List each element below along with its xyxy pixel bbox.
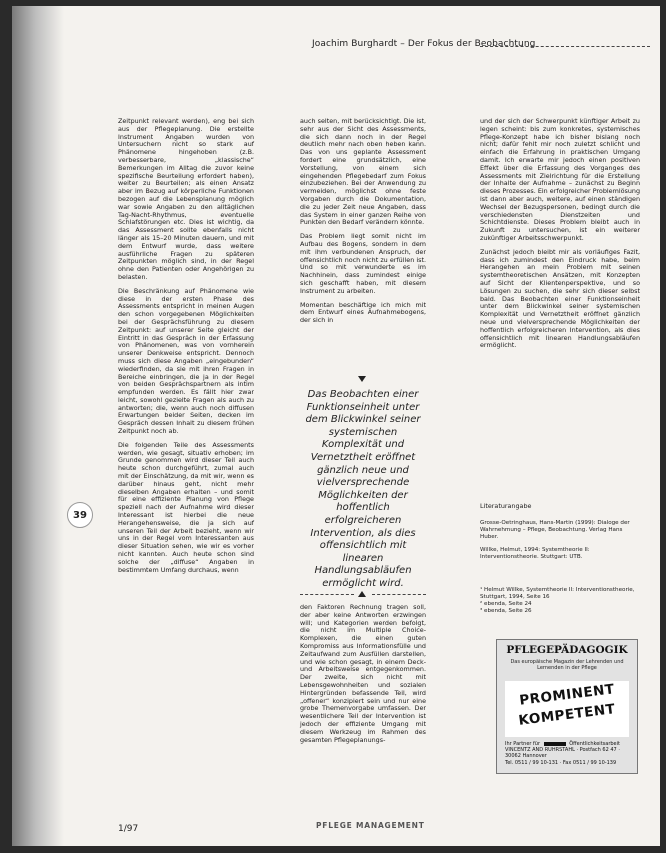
literature-entry: Willke, Helmut, 1994: Systemtheorie II: Interventionstheorie. Stuttgart: UTB. [480, 547, 590, 560]
paragraph: auch selten, mit berücksichtigt. Die ist, sehr aus der Sicht des Assessments, die sich dann noch in der Regel deutlich mehr nach oben heben kann. Das von uns geplante Assessment fordert eine grundsätzlich, eine Vorstellung, von einem sich eingehenden Pflegebedarf zum Fokus einzubeziehen. Bei der Anwendung zu vermeiden, möglichst ohne feste Vorgaben durch die Dokumentation, die zu jeder Zeit neue Angaben, dass das System in einer ganzen Reihe von Punkten den Bedarf verändern könnte. [300, 117, 426, 227]
pullquote-marker-bottom [358, 591, 366, 597]
literature-list [480, 520, 640, 567]
pullquote-rule-left [300, 594, 354, 595]
ad-tagline: Das europäische Magazin der Lehrenden und Lernenden in der Pflege [510, 659, 624, 671]
ad-footer [505, 741, 629, 766]
page-badge: 39 [67, 502, 93, 528]
page-number: 1/97 [118, 824, 139, 834]
column-3 [480, 118, 640, 356]
literature-title: Literaturangabe [480, 502, 532, 510]
pull-quote: Das Beobachten einer Funktionseinheit unter dem Blickwinkel seiner systemischen Komplexität und Vernetztheit eröffnet gänzlich neue und vielversprechende Möglichkeiten der hoffentlich erfolgreicheren Intervention, als dies offensichtlich mit linearen Handlungsabläufen ermöglicht wird. [305, 389, 421, 589]
footer-logo: PFLEGE MANAGEMENT [316, 821, 425, 830]
ad-footer-contact: Tel. 0511 / 99 10-131 · Fax 0511 / 99 10-139 [505, 759, 617, 766]
paragraph: Momentan beschäftige ich mich mit dem Entwurf eines Aufnahmebogens, der sich in [300, 300, 426, 325]
paragraph: Die folgenden Teile des Assessments werden, wie gesagt, situativ erhoben; im Grunde genommen wird dieser Teil auch heute schon durchgeführt, zumal auch mit der Einschätzung, da mit wir, wenn es darüber hinaus geht, nicht mehr dieselben Angaben erhalten – und somit für eine effiziente Planung von Pflege speziell nach der Aufnahme wird dieser Interessant ist hierbei die neue Herangehensweise, die ja sich auf unseren Teil der Arbeit bezieht, wenn wir uns in der Regel vom Interessanten aus dieser Situation sehen, wie wir es vorher nicht kannten. Auch heute schon sind solche der „diffuse“ Angaben in bestimmtem Umfang durchaus, wenn [118, 440, 254, 574]
ad-footer-prefix: Ihr Partner für [505, 741, 541, 747]
footnote: ² ebenda, Seite 24 [480, 601, 532, 607]
footnotes [480, 587, 640, 615]
paragraph: den Faktoren Rechnung tragen soll, der aber keine Antworten erzwingen will; und Kategorien werden befolgt, die nicht im Multiple Choice-Komplexen, die einen guten Kompromiss aus Informationsfülle und Zeitaufwand zum Ausfüllen darstellen, und wie schon gesagt, in einem Deck- und Arbeitsweise entgegenkommen. Der zweite, sich nicht mit Lebensgewohnheiten und sozialen Hintergründen befassende Teil, wird „offener“ konzipiert sein und nur eine grobe Themenvorgabe umfassen. Der wesentlichere Teil der Intervention ist jedoch der effiziente Umgang mit diesem Werkzeug im Rahmen des gesamten Pflegeplanungs- [300, 603, 426, 744]
magazine-page [12, 6, 660, 846]
pullquote-marker-top [358, 376, 366, 382]
column-2-bottom [300, 604, 426, 750]
paragraph: Zunächst jedoch bleibt mir als vorläufiges Fazit, dass ich zumindest den Eindruck habe, beim Herangehen an mein Problem mit seinen systemtheoretischen Ansätzen, mit Konzepten auf Sicht der Klientenperspektive, und so Lösungen zu suchen, die sehr sich dieser selbst bald. Das Beobachten einer Funktionseinheit unter dem Blickwinkel seiner systemischen Komplexität und Vernetztheit eröffnet gänzlich neue und vielversprechende Möglichkeiten der hoffentlich erfolgreicheren Intervention, als dies offensichtlich mit linearen Handlungsabläufen ermöglicht. [480, 247, 640, 350]
ad-footer-address: VINCENTZ AND RUHRSTAHL · Postfach 62 47 · 30062 Hannover [505, 747, 620, 760]
ad-footer-suffix: Öffentlichkeitsarbeit [569, 741, 620, 747]
advertisement [496, 639, 638, 774]
column-1 [118, 118, 254, 580]
literature-entry: Grosse-Oetringhaus, Hans-Martin (1999): Dialoge der Wahrnehmung – Pflege, Beobachtung. Verlag Hans Huber. [480, 520, 630, 540]
footnote: ¹ Helmut Willke, Systemtheorie II: Interventionstheorie, Stuttgart, 1994, Seite 16 [480, 587, 635, 600]
pullquote-rule-right [372, 594, 426, 595]
paragraph: Zeitpunkt relevant werden), eng bei sich aus der Pflegeplanung. Die erstellte Instrument Angaben wurden von Untersuchern nicht so stark auf Phänomene hingehoben (z.B. verbesserbare, „klassische“ Bemerkungen im Alltag die zuvor keine spezifische Beurteilung erfordert haben), weiter zu Beurteilen; als einen Ansatz aber im Bezug auf körperliche Funktionen bezogen auf die Lebensplanung möglich war sowie Angaben zu den alltäglichen Tag-Nacht-Rhythmus, eventuelle Schlafstörungen etc. Dies ist wichtig, da das Assessment sollte ebenfalls nicht länger als 15–20 Minuten dauern, und mit dem Entwurf wurde, dass weitere ausführliche Fragen zu späteren Zeitpunkten möglich sind, in der Regel ohne den Patienten oder Angehörigen zu belasten. [118, 117, 254, 281]
paragraph: und der sich der Schwerpunkt künftiger Arbeit zu legen scheint: bis zum konkretes, systemisches Pflege-Konzept habe ich bisher bislang noch nicht; dafür fehlt mir noch zuletzt schlicht und einfach die Erfahrung in praktischen Umgang damit. Ich erwarte mir jedoch einen positiven Effekt über die Erfassung des Vorganges des Assessments mit Zielrichtung für die Erstellung der Inhalte der Aufnahme – zunächst zu Beginn dieses Prozesses. Ein erfolgreicher Problemlösung ist dann aber auch, weitere, auf einen ständigen Wechsel der Bezugspersonen, bedingt durch die verschiedensten Dienstzeiten und Schichtdienste. Dieses Problem bleibt auch in Zukunft zu untersuchen, ist ein weiterer zukünftiger Arbeitsschwerpunkt. [480, 117, 640, 242]
paragraph: Das Problem liegt somit nicht im Aufbau des Bogens, sondern in dem mit ihm verbundenen Anspruch, der offensichtlich noch nicht zu erfüllen ist. Und so mit verwunderte es im Nachhinein, dass zumindest einige sich geschafft haben, mit diesem Instrument zu arbeiten. [300, 232, 426, 295]
page-gutter-shadow [12, 6, 64, 846]
running-head: Joachim Burghardt – Der Fokus der Beobachtung [312, 39, 536, 49]
footnote: ³ ebenda, Seite 26 [480, 608, 532, 614]
column-2-top [300, 118, 426, 331]
paragraph: Die Beschränkung auf Phänomene wie diese in der ersten Phase des Assessments entspricht in meinen Augen den schon vorgegebenen Möglichkeiten bei der Gesprächsführung zu diesem Zeitpunkt: auf unserer Seite gleicht der Eintritt in das Gespräch in der Erfassung von Phänomenen, was von vornherein unserer Denkweise entspricht. Dennoch muss sich diese Angaben „eingebunden“ wiederfinden, da sie mit ihren Fragen in Bereiche einbringen, die ja in der Regel von beiden Gesprächspartnern als intim empfunden werden. Es fällt hier zwar leicht, sowohl gezielte Fragen als auch zu antworten; die, wenn auch noch diffusen Erwartungen beider Seiten, decken im Gespräch dessen Inhalt zu diesem frühen Zeitpunkt noch ab. [118, 286, 254, 436]
header-rule [480, 46, 650, 47]
ad-logo-icon [544, 742, 566, 746]
ad-slogan-line-1: PROMINENT [518, 681, 616, 709]
ad-banner [505, 681, 629, 737]
ad-slogan-line-2: KOMPETENT [517, 701, 617, 729]
ad-title: PFLEGEPÄDAGOGIK [506, 644, 628, 656]
